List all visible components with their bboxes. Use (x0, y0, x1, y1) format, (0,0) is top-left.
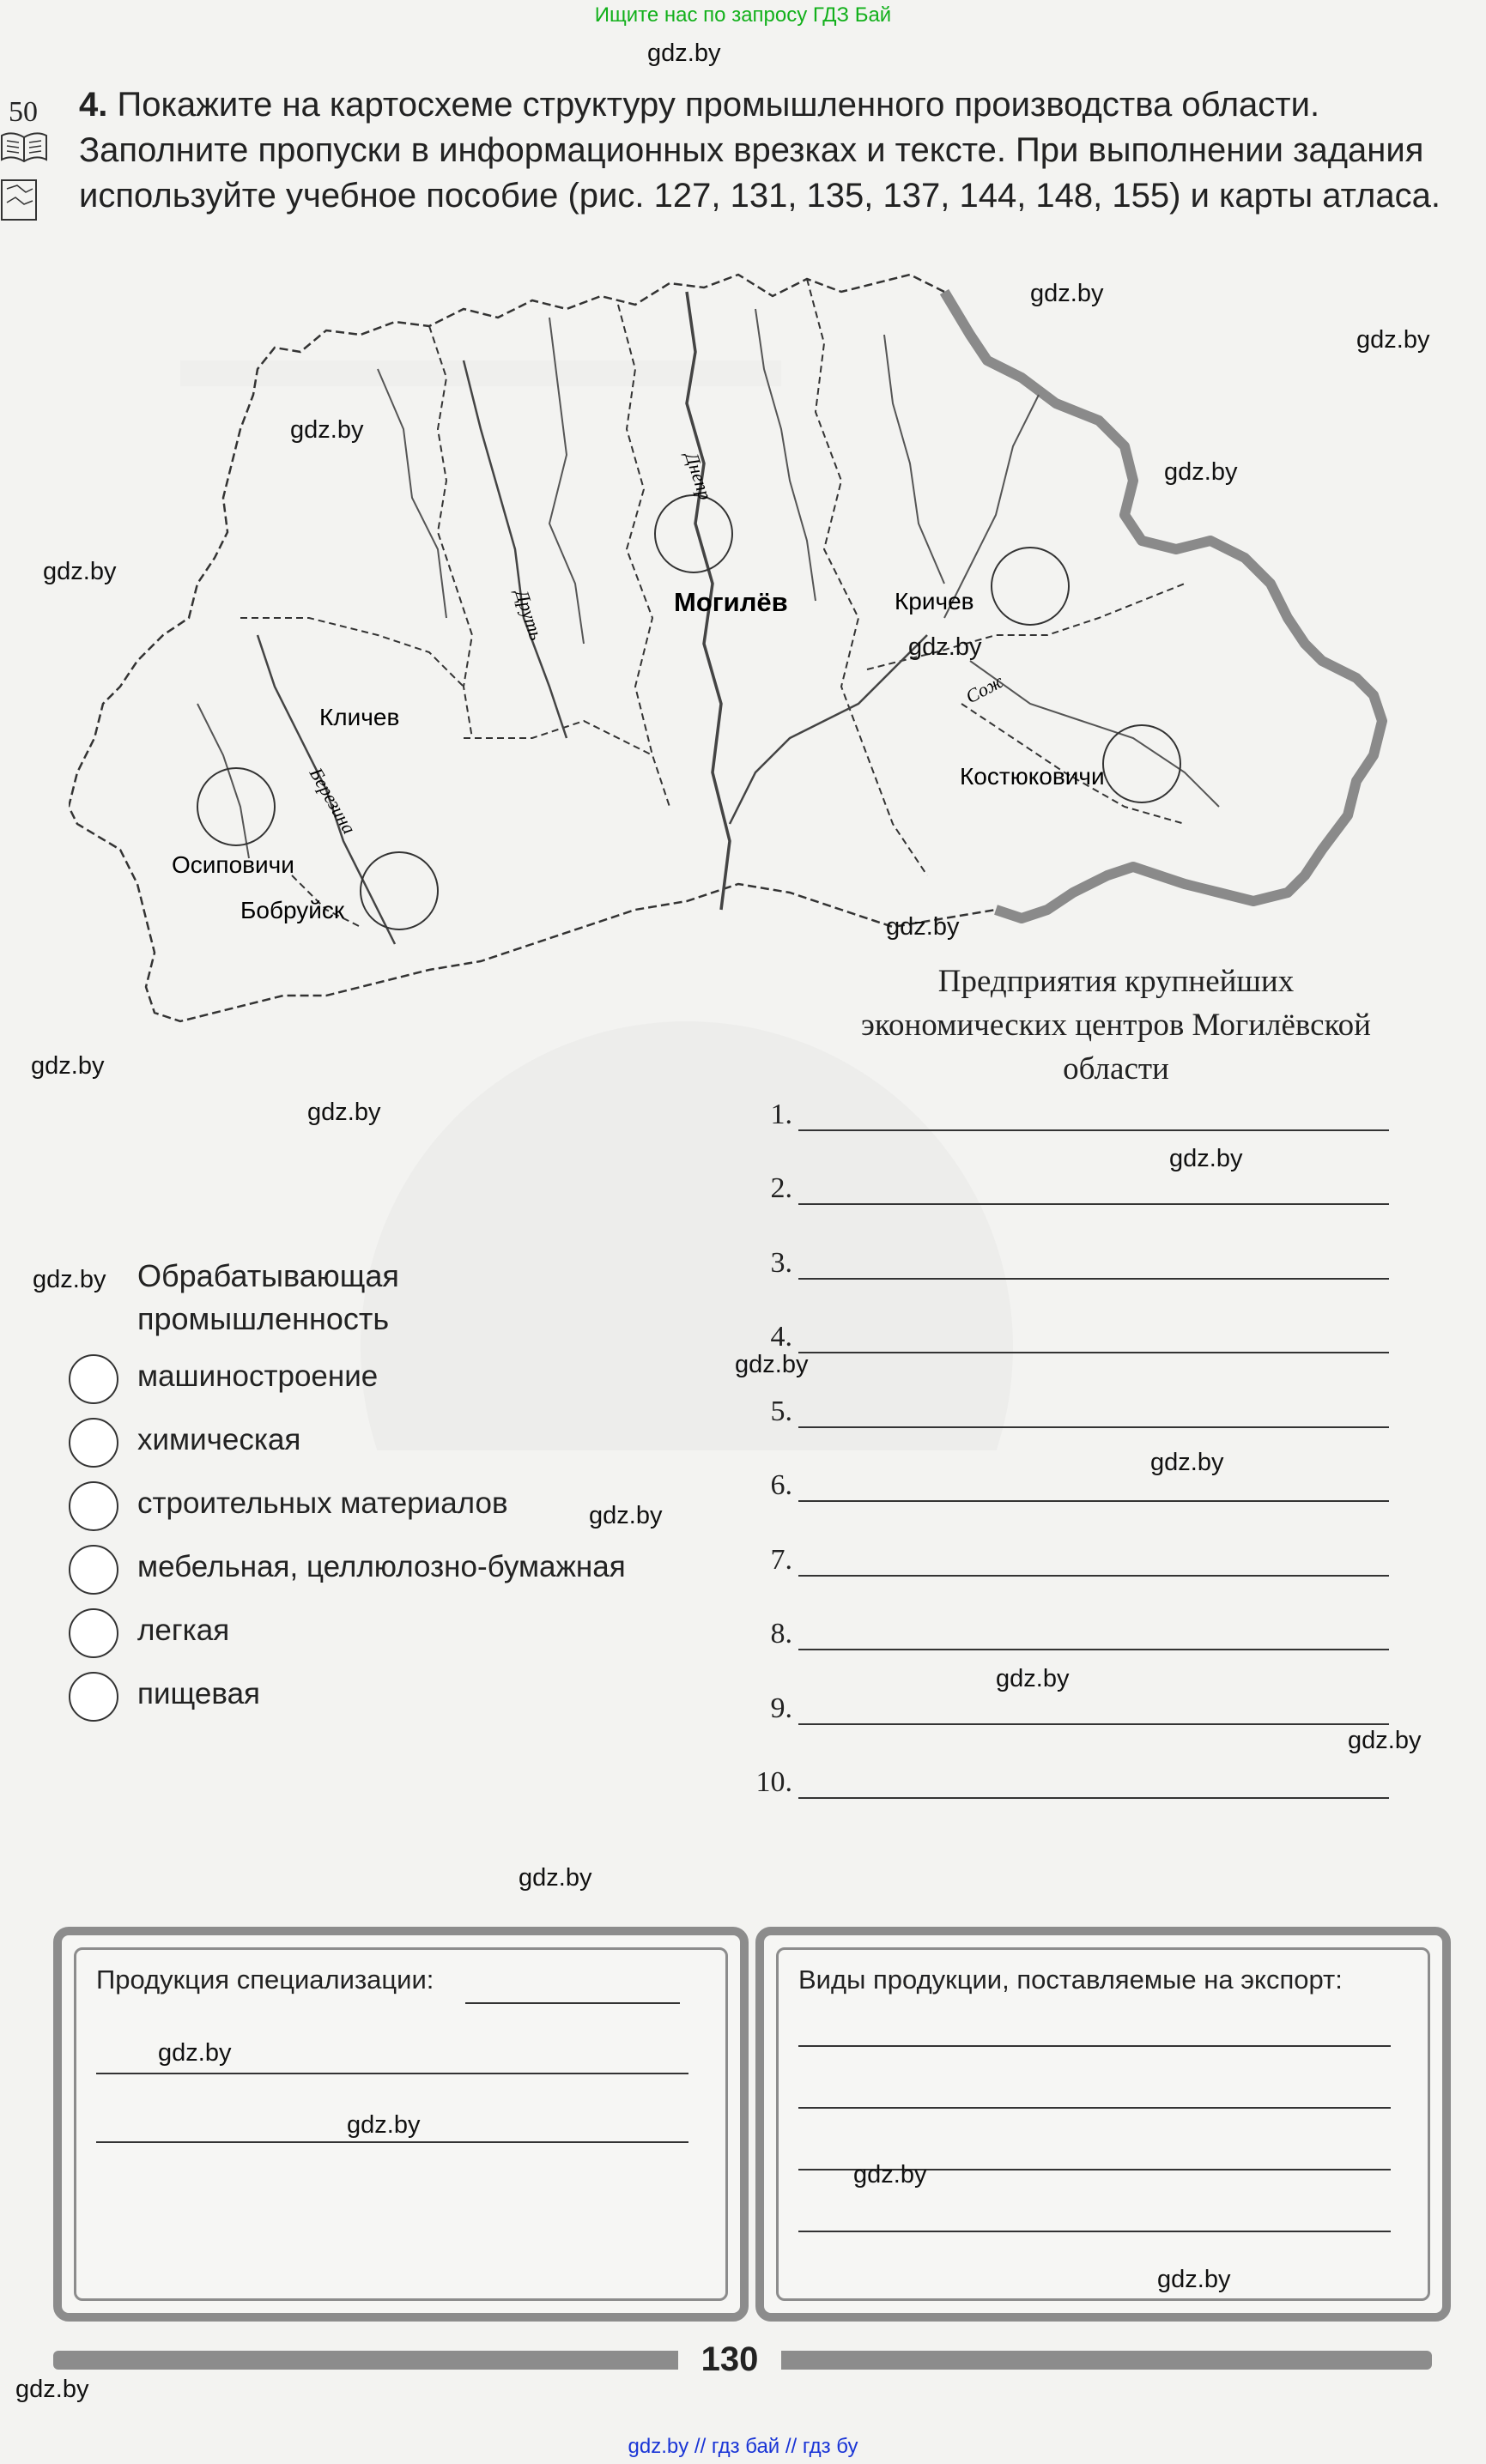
watermark: gdz.by (908, 633, 982, 661)
watermark: gdz.by (1164, 458, 1238, 486)
globe-map-icon (0, 177, 39, 223)
enterprise-row (711, 1544, 1389, 1578)
bobruisk-circle (361, 852, 438, 929)
watermark: gdz.by (33, 1266, 106, 1293)
enterprise-row (711, 1099, 1389, 1133)
enterprise-answer-line[interactable] (798, 1129, 1389, 1131)
watermark: gdz.by (996, 1665, 1070, 1692)
city-krichev: Кричев (895, 588, 974, 614)
enterprise-row (711, 1469, 1389, 1504)
osipovichi-circle (197, 768, 275, 845)
krichev-circle (992, 548, 1069, 625)
industry-label: химическая (137, 1423, 301, 1456)
enterprise-answer-line[interactable] (798, 1797, 1389, 1799)
industry-label: легкая (137, 1613, 230, 1647)
enterprise-number: 6. (770, 1469, 792, 1502)
specialization-answer-line-3[interactable] (96, 2141, 688, 2143)
enterprise-answer-line[interactable] (798, 1723, 1389, 1725)
city-osipovichi: Осиповичи (172, 851, 294, 878)
enterprise-answer-line[interactable] (798, 1649, 1389, 1650)
enterprise-row (711, 1618, 1389, 1652)
enterprise-answer-line[interactable] (798, 1426, 1389, 1428)
page-number: 130 (678, 2336, 781, 2382)
specialization-label: Продукция специализации: (96, 1965, 434, 1995)
mogilev-circle (655, 495, 732, 572)
watermark: gdz.by (43, 558, 117, 585)
watermark: gdz.by (290, 416, 364, 444)
task-text (79, 82, 1461, 219)
industry-symbol-circle[interactable] (69, 1672, 118, 1722)
export-label: Виды продукции, поставляемые на экспорт: (798, 1965, 1343, 1995)
watermark: gdz.by (647, 39, 721, 67)
industry-title-line2: промышленность (137, 1301, 390, 1336)
watermark: gdz.by (15, 2376, 89, 2403)
enterprise-row (711, 1321, 1389, 1355)
enterprise-row (711, 1172, 1389, 1207)
river-drut-line (464, 360, 567, 738)
industry-symbol-circle[interactable] (69, 1354, 118, 1404)
enterprise-answer-line[interactable] (798, 1352, 1389, 1353)
river-sozh-line (730, 635, 927, 824)
watermark: gdz.by (1356, 326, 1430, 354)
industry-title-line1: Обрабатывающая (137, 1258, 399, 1293)
task-body: Покажите на картосхеме структуру промышленного производства области. Заполните пропуски в информационных врезках и тексте. При выполнении задания используйте учебное пособие (рис. 127, 131, 135, 137, 144, 148, 155) и карты атласа. (79, 86, 1441, 215)
enterprise-number: 1. (770, 1099, 792, 1130)
city-kostyukovichi: Костюковичи (960, 763, 1105, 790)
watermark: gdz.by (307, 1099, 381, 1126)
site-banner[interactable]: Ищите нас по запросу ГДЗ Бай (594, 3, 892, 27)
watermark: gdz.by (1169, 1145, 1243, 1172)
specialization-answer-line-2[interactable] (96, 2073, 688, 2074)
watermark: gdz.by (735, 1351, 809, 1378)
enterprises-title: Предприятия крупнейших экономических центров Могилёвской области (861, 964, 1371, 1087)
industry-label: пищевая (137, 1677, 260, 1710)
river-drut: Друть (511, 586, 548, 643)
specialization-answer-line-1[interactable] (465, 2002, 680, 2004)
industry-item (69, 1353, 755, 1404)
enterprise-row (711, 1692, 1389, 1727)
watermark: gdz.by (1030, 280, 1104, 307)
region-border (69, 275, 996, 1021)
industry-symbol-circle[interactable] (69, 1545, 118, 1595)
city-bobruisk: Бобруйск (240, 897, 345, 923)
city-klichev: Кличев (319, 704, 400, 730)
city-mogilev: Могилёв (674, 587, 788, 617)
industry-item (69, 1543, 755, 1595)
enterprise-row (711, 1395, 1389, 1430)
export-answer-line-4[interactable] (798, 2231, 1391, 2232)
watermark: gdz.by (886, 913, 960, 941)
state-border (944, 292, 1382, 918)
industry-symbol-circle[interactable] (69, 1608, 118, 1658)
industry-label: машиностроение (137, 1359, 379, 1393)
watermark: gdz.by (589, 1502, 663, 1529)
side-page-number: 50 (9, 96, 38, 128)
watermark: gdz.by (1150, 1449, 1224, 1476)
enterprise-number: 3. (770, 1246, 792, 1279)
river-sozh: Сож (961, 669, 1007, 708)
enterprise-number: 8. (770, 1618, 792, 1650)
watermark: gdz.by (31, 1052, 105, 1080)
enterprise-answer-line[interactable] (798, 1278, 1389, 1280)
book-icon (0, 129, 48, 163)
enterprise-number: 5. (770, 1395, 792, 1427)
task-number: 4. (79, 86, 108, 124)
enterprise-row (711, 1247, 1389, 1281)
watermark: gdz.by (1157, 2266, 1231, 2293)
industry-item (69, 1670, 755, 1722)
watermark: gdz.by (519, 1864, 592, 1892)
export-box (755, 1927, 1451, 2322)
enterprise-row (711, 1766, 1389, 1801)
kostyukovichi-circle (1103, 725, 1180, 802)
enterprise-number: 10. (755, 1766, 792, 1799)
watermark: gdz.by (347, 2111, 421, 2139)
enterprise-number: 9. (770, 1692, 792, 1724)
industry-symbol-circle[interactable] (69, 1481, 118, 1531)
industry-item (69, 1416, 755, 1468)
watermark: gdz.by (853, 2161, 927, 2189)
enterprise-number: 2. (770, 1172, 792, 1205)
enterprise-number: 4. (770, 1321, 792, 1353)
industry-symbol-circle[interactable] (69, 1418, 118, 1468)
footer-links[interactable]: gdz.by // гдз бай // гдз бу (628, 2435, 858, 2458)
industry-label: мебельная, целлюлозно-бумажная (137, 1550, 626, 1583)
enterprise-answer-line[interactable] (798, 1575, 1389, 1577)
industry-legend (0, 1353, 773, 1739)
river-berezina: Березина (305, 764, 361, 838)
enterprise-answer-line[interactable] (798, 1203, 1389, 1205)
watermark: gdz.by (158, 2039, 232, 2067)
export-answer-line-1[interactable] (798, 2045, 1391, 2047)
industry-title (137, 1255, 399, 1341)
industry-label: строительных материалов (137, 1486, 508, 1520)
enterprise-answer-line[interactable] (798, 1500, 1389, 1502)
enterprise-number: 7. (770, 1543, 792, 1576)
industry-item (69, 1607, 755, 1658)
river-dnepr: Днепр (681, 449, 717, 503)
watermark: gdz.by (1348, 1727, 1422, 1754)
export-answer-line-2[interactable] (798, 2107, 1391, 2109)
